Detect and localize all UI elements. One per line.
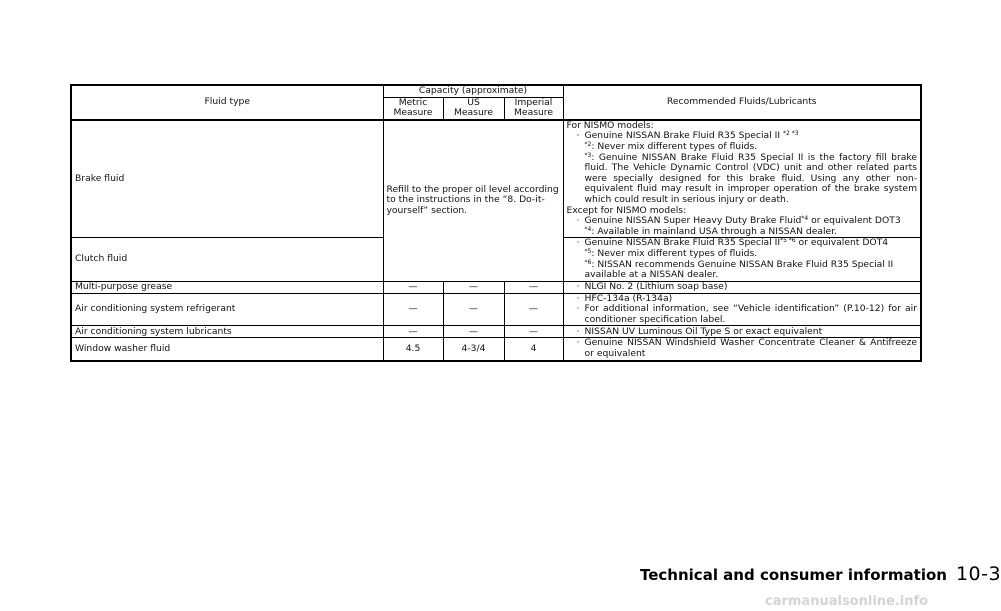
except-item-sup: *4: [801, 215, 809, 223]
grease-us: —: [443, 281, 504, 293]
grease-name: Multi-purpose grease: [71, 281, 383, 293]
lubricants-metric: —: [383, 326, 443, 338]
refrigerant-imperial: —: [504, 293, 563, 326]
clutch-item: [567, 238, 918, 249]
note-4-mark: *4: [584, 225, 592, 233]
lubricants-name: Air conditioning system lubricants: [71, 326, 383, 338]
refrigerant-item-2: · For additional information, see “Vehicle identification” (P.10-12) for air conditioner specification label.: [567, 304, 918, 325]
lubricants-recommended: [563, 326, 921, 338]
except-label: Except for NISMO models:: [566, 204, 687, 216]
header-us: US Measure: [443, 97, 504, 120]
grease-metric: —: [383, 281, 443, 293]
clutch-fluid-recommended: [563, 238, 921, 281]
row-brake-fluid: [71, 120, 921, 238]
except-item-tail: or equivalent DOT3: [808, 215, 901, 227]
nismo-item-text: Genuine NISSAN Brake Fluid R35 Special II: [584, 130, 783, 142]
row-lubricants: [71, 326, 921, 338]
fluids-table: [70, 84, 922, 362]
grease-imperial: —: [504, 281, 563, 293]
note-6-text: : NISSAN recommends Genuine NISSAN Brake Fluid R35 Special II available at a NISSAN dealer.: [584, 258, 894, 281]
note-2-text: : Never mix different types of fluids.: [591, 140, 758, 152]
header-fluid-type: Fluid type: [71, 85, 383, 120]
note-4: [567, 227, 918, 238]
clutch-item-tail: or equivalent DOT4: [795, 237, 889, 249]
refrigerant-recommended: [563, 293, 921, 326]
header-recommended: Recommended Fluids/Lubricants: [563, 85, 921, 120]
section-title: Technical and consumer information: [640, 566, 947, 584]
brake-fluid-recommended: [563, 120, 921, 238]
note-6: [567, 260, 918, 281]
note-5-text: : Never mix different types of fluids.: [591, 247, 758, 259]
except-item-text: Genuine NISSAN Super Heavy Duty Brake Fluid: [584, 215, 802, 227]
nismo-item-sup: *2 *3: [782, 130, 799, 138]
refrigerant-us: —: [443, 293, 504, 326]
refrigerant-item-1: · HFC-134a (R-134a): [567, 294, 918, 305]
grease-item: · NLGI No. 2 (Lithium soap base): [567, 282, 918, 293]
row-grease: [71, 281, 921, 293]
header-row-1: [71, 85, 921, 97]
header-capacity: Capacity (approximate): [383, 85, 563, 97]
row-refrigerant: [71, 293, 921, 326]
row-washer: [71, 338, 921, 361]
page-number: 10-3: [955, 563, 1001, 585]
nismo-label: For NISMO models:: [566, 119, 654, 131]
note-5-mark: *5: [584, 247, 592, 255]
washer-metric: 4.5: [383, 338, 443, 361]
note-3-text: : Genuine NISSAN Brake Fluid R35 Special II is the factory fill brake fluid. The Vehicle Dynamic Control (VDC) unit and other related parts were specially designed for this brake fluid. Using any other non-equivalent fluid may result in improper operation of the brake system which could result in serious injury or death.: [584, 151, 918, 205]
washer-name: Window washer fluid: [71, 338, 383, 361]
nismo-item: [567, 131, 918, 142]
note-2-mark: *2: [584, 140, 592, 148]
page-footer: [640, 563, 1001, 585]
clutch-item-sup: *5 *6: [780, 237, 796, 245]
washer-recommended: [563, 338, 921, 361]
note-3-mark: *3: [584, 151, 592, 159]
washer-imperial: 4: [504, 338, 563, 361]
lubricants-us: —: [443, 326, 504, 338]
refrigerant-metric: —: [383, 293, 443, 326]
note-6-mark: *6: [584, 258, 592, 266]
note-3: [567, 153, 918, 206]
grease-recommended: [563, 281, 921, 293]
clutch-fluid-name: Clutch fluid: [71, 238, 383, 281]
brake-fluid-name: Brake fluid: [71, 120, 383, 238]
header-imperial: Imperial Measure: [504, 97, 563, 120]
except-item: [567, 216, 918, 227]
watermark: carmanualsonline.info: [765, 594, 929, 609]
brake-clutch-capacity: Refill to the proper oil level according to the instructions in the “8. Do-it-yourself” section.: [383, 120, 563, 281]
note-4-text: : Available in mainland USA through a NISSAN dealer.: [591, 225, 838, 237]
lubricants-imperial: —: [504, 326, 563, 338]
clutch-item-text: Genuine NISSAN Brake Fluid R35 Special II: [584, 237, 781, 249]
washer-us: 4-3/4: [443, 338, 504, 361]
lubricants-item: · NISSAN UV Luminous Oil Type S or exact equivalent: [567, 327, 918, 338]
refrigerant-name: Air conditioning system refrigerant: [71, 293, 383, 326]
washer-item: · Genuine NISSAN Windshield Washer Concentrate Cleaner & Antifreeze or equivalent: [567, 338, 918, 359]
header-metric: Metric Measure: [383, 97, 443, 120]
